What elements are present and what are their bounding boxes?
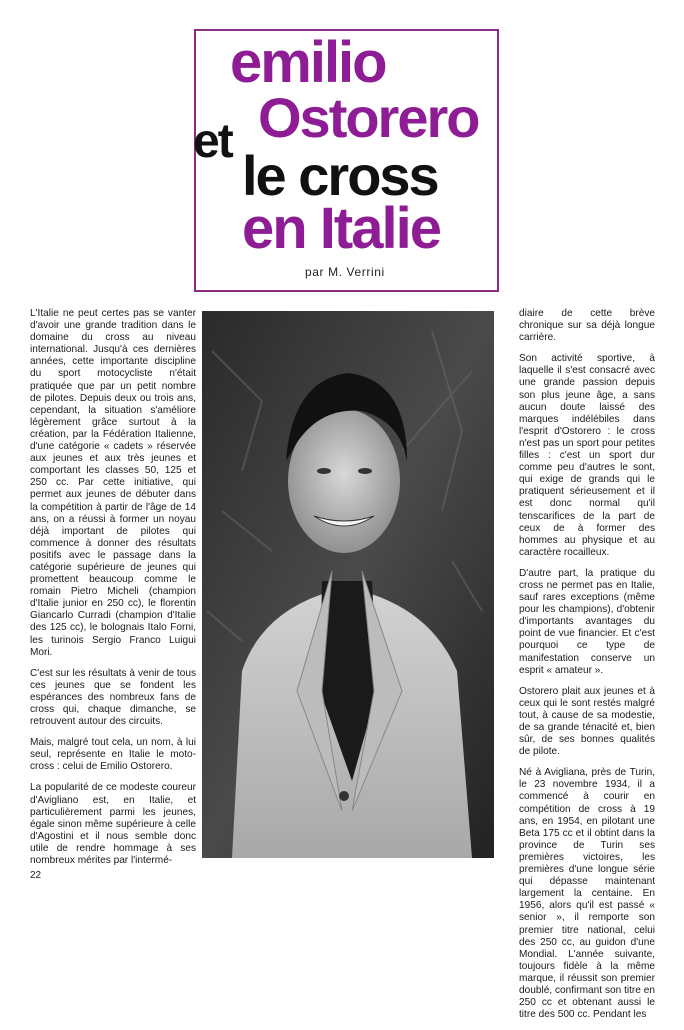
page-number: 22 <box>30 870 42 881</box>
article-column-left <box>30 308 196 876</box>
paragraph: Ostorero plait aux jeunes et à ceux qui le sont restés malgré tout, à cause de sa modestie, de sa grande ténacité et, bien sûr, de ses bonnes qualités de pilote. <box>519 685 655 758</box>
paragraph: Né à Avigliana, près de Turin, le 23 novembre 1934, il a commencé à courir en compétition de cross à 19 ans, en 1954, en pilotant une Beta 175 cc et il obtint dans la province de Turin ses premières victoires, les premières d'une longue série qui dépasse maintenant largement la centaine. En 1956, alors qu'il est passé « senior », il remporte son premier titre national, celui des 250 cc, au guidon d'une Mondial. L'année suivante, toujours fidèle à la même marque, il réussit son premier doublé, confirmant son titre en 250 cc et obtenant aussi le titre des 500 cc. Pendant les <box>519 767 655 1021</box>
portrait-photo <box>202 311 494 858</box>
title-en-italie: en Italie <box>242 196 440 261</box>
article-column-right <box>519 308 655 1030</box>
paragraph: L'Italie ne peut certes pas se vanter d'avoir une grande tradition dans le domaine du cross au niveau international. Jusqu'à ces dernières années, cette importante discipline du sport motocycliste n'était pratiquée que par un petit nombre de pilotes. Depuis deux ou trois ans, cependant, la situation s'améliore légèrement grâce surtout à la création, par la Fédération Italienne, d'une catégorie « cadets » réservée aux jeunes et aux très jeunes et comportant les classes 50, 125 et 250 cc. Par cette initiative, qui permet aux jeunes de débuter dans la compétition à partir de l'âge de 14 ans, on a réussi à former un noyau déjà important de pilotes qui commence à donner des résultats positifs avec le passage dans la catégorie supérieure de jeunes qui promettent beaucoup comme le romain Pietro Micheli (champion d'Italie junior en 250 cc), le florentin Giancarlo Curradi (champion d'Italie des 125 cc), le bolognais Italo Forni, les turinois Sergio Franco Luigui Mori. <box>30 308 196 658</box>
title-emilio: emilio <box>230 30 386 95</box>
paragraph: Mais, malgré tout cela, un nom, à lui seul, représente en Italie le moto-cross : celui de Emilio Ostorero. <box>30 737 196 773</box>
author-byline: par M. Verrini <box>305 265 385 279</box>
paragraph: diaire de cette brève chronique sur sa déjà longue carrière. <box>519 308 655 344</box>
paragraph: C'est sur les résultats à venir de tous ces jeunes que se fondent les espérances des nombreux fans de cross qui, chaque dimanche, se retrouvent autour des circuits. <box>30 667 196 728</box>
paragraph: D'autre part, la pratique du cross ne permet pas en Italie, sauf rares exceptions (même pour les champions), d'obtenir d'importants avantages du point de vue financier. Et c'est pourquoi ce type de manifestation conserve un esprit « amateur ». <box>519 567 655 676</box>
title-ostorero: Ostorero <box>258 86 479 149</box>
title-et: et <box>193 115 232 168</box>
title-le-cross: le cross <box>242 144 438 207</box>
paragraph: La popularité de ce modeste coureur d'Avigliano est, en Italie, et particulièrement parmi les jeunes, égale sinon même supérieure à celle d'Agostini et il nous semble donc utile de rendre hommage à ses nombreux mérites par l'intermé- <box>30 782 196 867</box>
paragraph: Son activité sportive, à laquelle il s'est consacré avec une grande passion depuis son plus jeune âge, a sans aucun doute laissé des marques indélébiles dans l'esprit d'Ostorero : le cross n'est pas un sport pour petites filles : c'est un sport dur comme peu d'autres le sont, qui exige de grands qui le pratiquent sérieusement et il est donc normal qu'il tenscarifices de la part de ceux de à former des hommes au physique et au caractère rocailleux. <box>519 353 655 558</box>
